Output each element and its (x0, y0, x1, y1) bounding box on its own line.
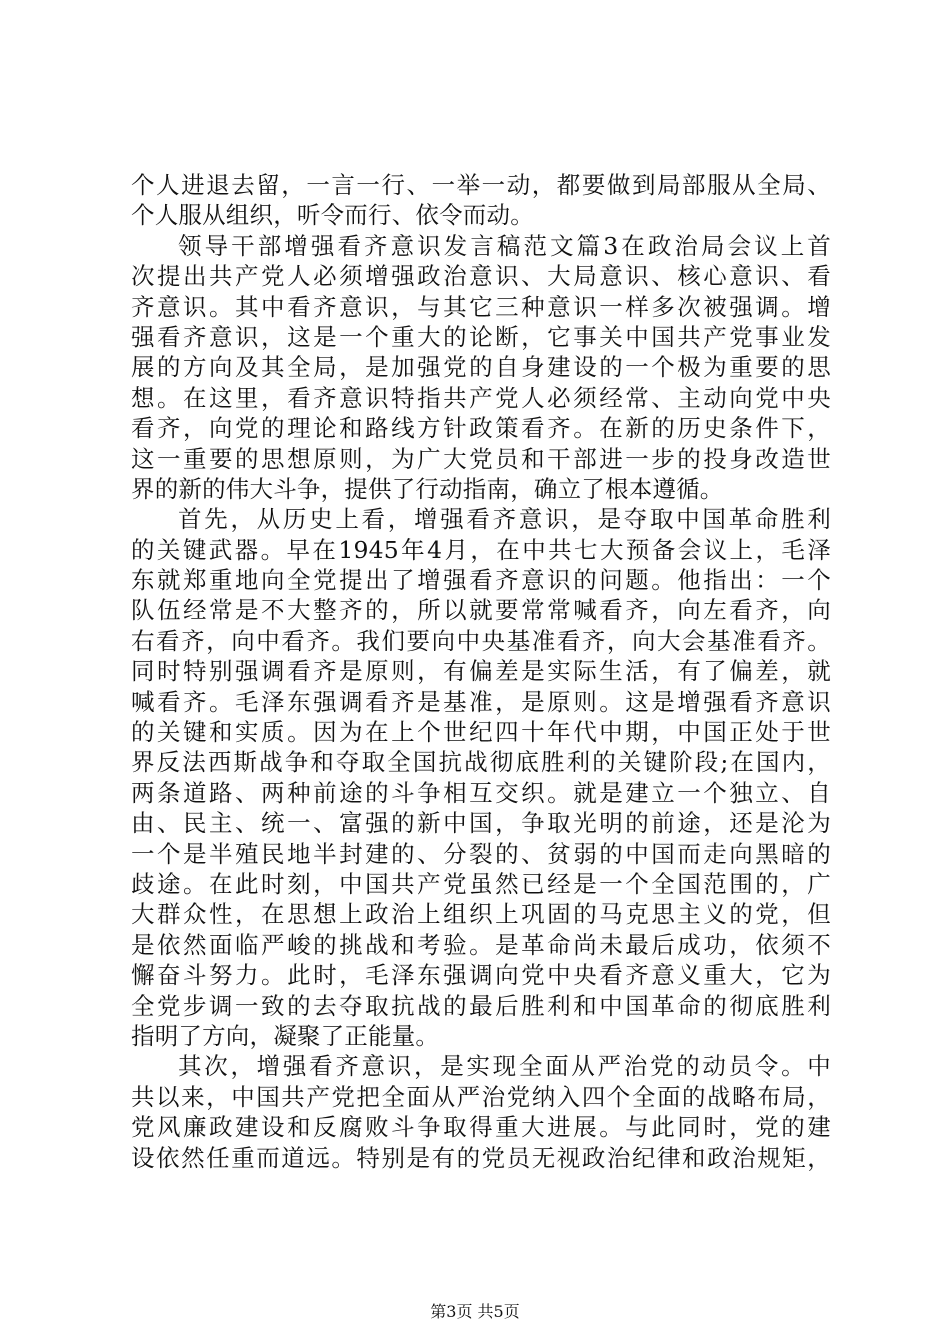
text-line: 是依然面临严峻的挑战和考验。是革命尚未最后成功，依须不 (131, 930, 831, 959)
text-line: 歧途。在此时刻，中国共产党虽然已经是一个全国范围的，广 (131, 869, 831, 898)
text-line: 队伍经常是不大整齐的，所以就要常常喊看齐，向左看齐，向 (131, 596, 831, 625)
text-line: 领导干部增强看齐意识发言稿范文篇3在政治局会议上首 (178, 231, 831, 260)
text-line: 指明了方向，凝聚了正能量。 (131, 1021, 440, 1050)
text-line: 党风廉政建设和反腐败斗争取得重大进展。与此同时，党的建 (131, 1113, 831, 1142)
text-line: 右看齐，向中看齐。我们要向中央基准看齐，向大会基准看齐。 (131, 626, 831, 655)
text-line: 齐意识。其中看齐意识，与其它三种意识一样多次被强调。增 (131, 292, 831, 321)
text-line: 看齐，向党的理论和路线方针政策看齐。在新的历史条件下， (131, 414, 831, 443)
text-line: 次提出共产党人必须增强政治意识、大局意识、核心意识、看 (131, 262, 831, 291)
page-footer: 第3页 共5页 (430, 1302, 520, 1321)
text-line: 想。在这里，看齐意识特指共产党人必须经常、主动向党中央 (131, 383, 831, 412)
text-line: 由、民主、统一、富强的新中国，争取光明的前途，还是沦为 (131, 809, 831, 838)
text-line: 界反法西斯战争和夺取全国抗战彻底胜利的关键阶段;在国内， (131, 748, 831, 777)
text-line: 的关键和实质。因为在上个世纪四十年代中期，中国正处于世 (131, 718, 831, 747)
text-line: 同时特别强调看齐是原则，有偏差是实际生活，有了偏差，就 (131, 657, 831, 686)
text-line: 喊看齐。毛泽东强调看齐是基准，是原则。这是增强看齐意识 (131, 687, 831, 716)
text-line: 两条道路、两种前途的斗争相互交织。就是建立一个独立、自 (131, 778, 831, 807)
text-line: 懈奋斗努力。此时，毛泽东强调向党中央看齐意义重大，它为 (131, 961, 831, 990)
text-line: 共以来，中国共产党把全面从严治党纳入四个全面的战略布局， (131, 1082, 831, 1111)
text-line: 全党步调一致的去夺取抗战的最后胜利和中国革命的彻底胜利 (131, 991, 831, 1020)
text-line: 个人服从组织，听令而行、依令而动。 (131, 201, 534, 230)
text-line: 展的方向及其全局，是加强党的自身建设的一个极为重要的思 (131, 353, 831, 382)
text-line: 其次，增强看齐意识，是实现全面从严治党的动员令。中 (178, 1052, 831, 1081)
text-line: 的关键武器。早在1945年4月，在中共七大预备会议上，毛泽 (131, 535, 831, 564)
text-line: 这一重要的思想原则，为广大党员和干部进一步的投身改造世 (131, 444, 831, 473)
text-line: 个人进退去留，一言一行、一举一动，都要做到局部服从全局、 (131, 171, 831, 199)
document-body (131, 170, 831, 1173)
text-line: 首先，从历史上看，增强看齐意识，是夺取中国革命胜利 (178, 505, 831, 534)
text-line: 大群众性，在思想上政治上组织上巩固的马克思主义的党，但 (131, 900, 831, 929)
text-line: 界的新的伟大斗争，提供了行动指南，确立了根本遵循。 (131, 474, 724, 503)
text-line: 设依然任重而道远。特别是有的党员无视政治纪律和政治规矩， (131, 1143, 831, 1172)
text-line: 一个是半殖民地半封建的、分裂的、贫弱的中国而走向黑暗的 (131, 839, 831, 868)
text-line: 东就郑重地向全党提出了增强看齐意识的问题。他指出：一个 (131, 566, 831, 595)
text-line: 强看齐意识，这是一个重大的论断，它事关中国共产党事业发 (131, 322, 831, 351)
